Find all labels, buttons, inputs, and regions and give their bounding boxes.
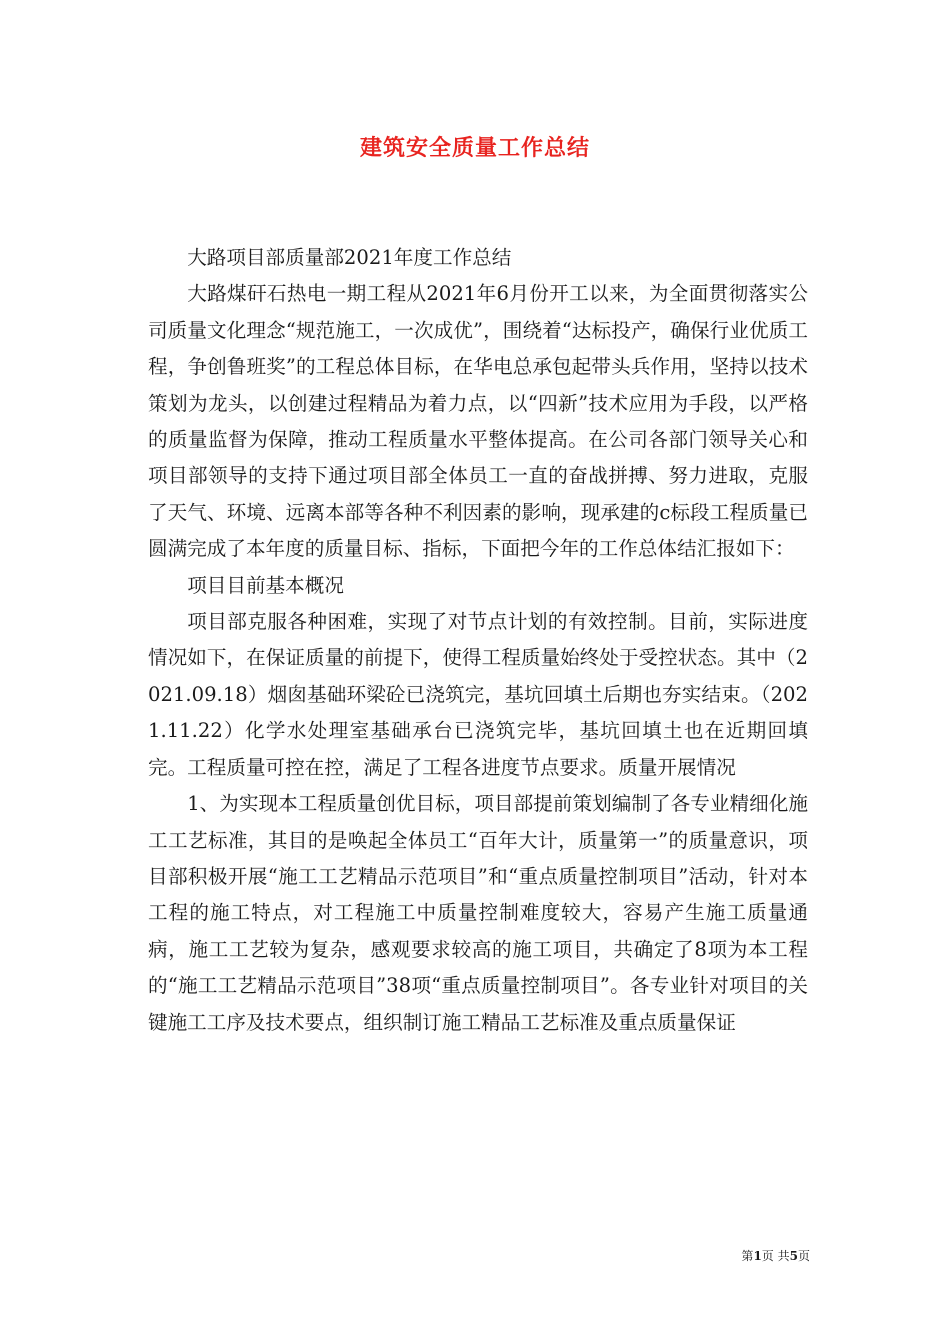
document-title: 建筑安全质量工作总结 [359,135,590,161]
footer-prefix: 第 [741,1249,754,1263]
footer-suffix: 页 [797,1249,810,1263]
paragraph-progress: 项目部克服各种困难，实现了对节点计划的有效控制。目前，实际进度情况如下，在保证质量的前提下，使得工程质量始终处于受控状态。其中（2021.09.18）烟囱基础环梁砼已浇筑完，基坑回填土后期也夯实结束。（2021.11.22）化学水处理室基础承台已浇筑完毕，基坑回填土也在近期回填完。工程质量可控在控，满足了工程各进度节点要求。质量开展情况 [148,610,808,779]
paragraph-quality-item-1: 1、为实现本工程质量创优目标，项目部提前策划编制了各专业精细化施工工艺标准，其目的是唤起全体员工“百年大计，质量第一”的质量意识，项目部积极开展“施工工艺精品示范项目”和“重点质量控制项目”活动，针对本工程的施工特点，对工程施工中质量控制难度较大，容易产生施工质量通病，施工工艺较为复杂，感观要求较高的施工项目，共确定了8项为本工程的“施工工艺精品示范项目”38项“重点质量控制项目”。各专业针对项目的关键施工工序及技术要点，组织制订施工精品工艺标准及重点质量保证 [148,792,808,1034]
paragraph-intro: 大路煤矸石热电一期工程从2021年6月份开工以来，为全面贯彻落实公司质量文化理念“规范施工，一次成优”，围绕着“达标投产，确保行业优质工程，争创鲁班奖”的工程总体目标，在华电总承包起带头兵作用，坚持以技术策划为龙头，以创建过程精品为着力点，以“四新”技术应用为手段，以严格的质量监督为保障，推动工程质量水平整体提高。在公司各部门领导关心和项目部领导的支持下通过项目部全体员工一直的奋战拼搏、努力进取，克服了天气、环境、远离本部等各种不利因素的影响，现承建的c标段工程质量已圆满完成了本年度的质量目标、指标，下面把今年的工作总体结汇报如下： [148,282,808,561]
paragraph-subtitle: 大路项目部质量部2021年度工作总结 [187,246,512,269]
page-footer [690,1248,810,1264]
footer-middle: 页 共 [761,1249,790,1263]
document-body [148,240,808,1041]
footer-total-pages: 5 [789,1249,798,1263]
paragraph-section-heading: 项目目前基本概况 [187,573,344,597]
footer-current-page: 1 [753,1249,762,1263]
